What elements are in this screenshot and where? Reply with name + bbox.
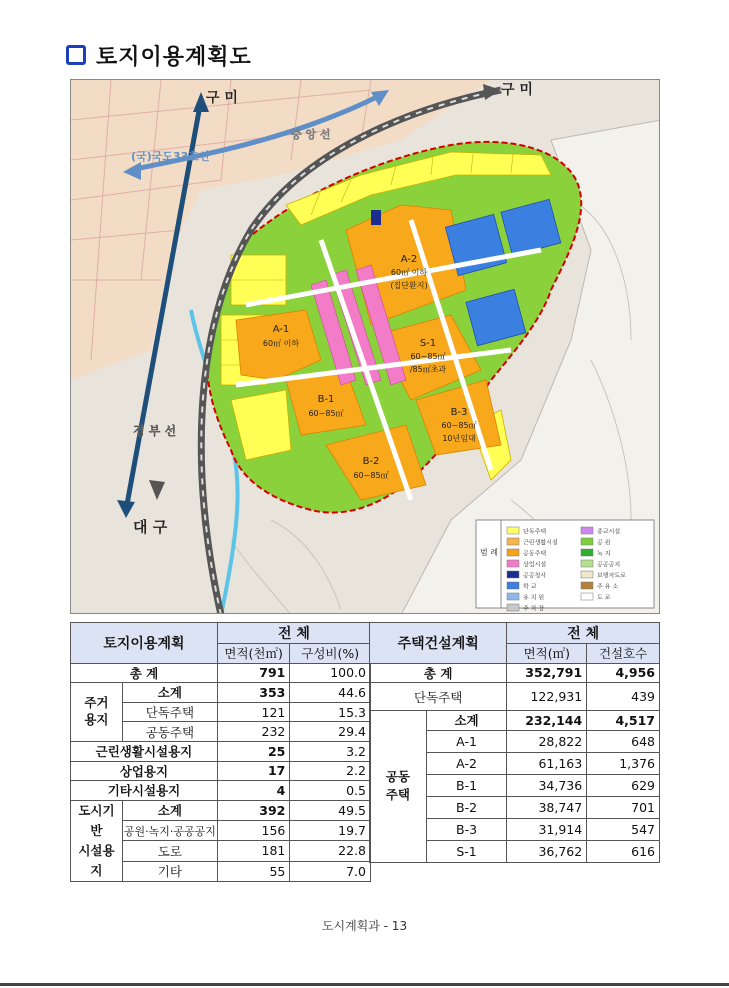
legend-swatch	[507, 571, 519, 578]
housing-apartment-subtotal-area: 232,144	[507, 711, 587, 731]
residential-subtotal-area: 353	[217, 683, 289, 703]
label-jungang-line: 중 앙 선	[291, 128, 331, 141]
housing-row-area: 28,822	[507, 730, 587, 752]
housing-row-area: 36,762	[507, 840, 587, 862]
housing-row-label: S-1	[426, 840, 507, 862]
housing-row-label: A-1	[426, 730, 507, 752]
housing-row-units: 648	[587, 730, 660, 752]
label-gumi-right: 구 미	[501, 82, 533, 98]
legend-label: 단독주택	[523, 528, 547, 536]
block-label-B-2: B-2	[362, 456, 380, 467]
neighborhood-label: 근린생활시설용지	[71, 741, 218, 761]
commercial-area: 17	[217, 761, 289, 781]
land-use-total-area: 791	[217, 663, 289, 683]
housing-row-area: 61,163	[507, 752, 587, 774]
legend-swatch	[507, 582, 519, 589]
public-office	[371, 210, 381, 225]
legend-label: 공공청사	[523, 572, 547, 580]
page-footer: 도시계획과 - 13	[321, 919, 408, 933]
housing-row-label: B-1	[426, 774, 507, 796]
residential-apartment-area: 232	[217, 722, 289, 742]
legend-label: 주 차 장	[523, 605, 545, 613]
housing-row-units: 701	[587, 796, 660, 818]
block-sub-B-2: 60~85㎡	[353, 471, 389, 480]
housing-row-units: 1,376	[587, 752, 660, 774]
land-use-map	[70, 79, 660, 614]
land-use-header-all: 전 체	[217, 623, 370, 644]
housing-header-all: 전 체	[507, 623, 660, 644]
block-label-S-1: S-1	[419, 338, 437, 349]
residential-subtotal-ratio: 44.6	[290, 683, 371, 703]
infrastructure-other-ratio: 7.0	[290, 861, 371, 881]
infrastructure-park-area: 156	[217, 821, 289, 841]
land-use-table	[70, 622, 371, 882]
residential-detached-area: 121	[217, 702, 289, 722]
legend-swatch	[581, 593, 593, 600]
other-facility-area: 4	[217, 781, 289, 801]
legend-label: 공동주택	[523, 550, 547, 558]
infrastructure-road-label: 도로	[122, 841, 217, 861]
infrastructure-park-ratio: 19.7	[290, 821, 371, 841]
bottom-divider	[0, 983, 729, 986]
legend-label: 상업시설	[523, 561, 547, 569]
block-sub-B-3: 60~85㎡	[441, 421, 477, 430]
other-facility-ratio: 0.5	[290, 781, 371, 801]
housing-row-label: B-2	[426, 796, 507, 818]
housing-row-label: B-3	[426, 818, 507, 840]
page-title	[66, 38, 252, 72]
legend-label: 공공공지	[597, 561, 621, 569]
block-label-A-2: A-2	[400, 254, 418, 265]
legend-label: 주 유 소	[597, 583, 619, 591]
block-sub2-A-2: (집단환지)	[390, 281, 428, 290]
residential-detached-label: 단독주택	[122, 702, 217, 722]
residential-apartment-label: 공동주택	[122, 722, 217, 742]
block-label-B-1: B-1	[317, 394, 335, 405]
housing-row-label: A-2	[426, 752, 507, 774]
legend-swatch	[507, 538, 519, 545]
legend-swatch	[507, 604, 519, 611]
housing-detached-label: 단독주택	[370, 683, 507, 711]
housing-total-label: 총 계	[370, 663, 507, 683]
block-sub2-B-3: 10년임대	[442, 434, 476, 443]
legend-swatch	[507, 527, 519, 534]
housing-row-units: 616	[587, 840, 660, 862]
legend-swatch	[581, 571, 593, 578]
legend-label: 근린생활시설	[523, 539, 558, 547]
checkbox-square-icon	[66, 45, 86, 65]
legend-swatch	[581, 560, 593, 567]
land-use-total-ratio: 100.0	[290, 663, 371, 683]
legend-swatch	[507, 549, 519, 556]
legend-swatch	[581, 582, 593, 589]
legend-label: 종교시설	[597, 528, 621, 536]
legend-label: 공 원	[597, 539, 611, 547]
label-gyeongbu-line: 경 부 선	[133, 424, 177, 438]
legend-swatch	[507, 560, 519, 567]
label-national-road: (국)국도33호선	[131, 150, 210, 163]
infrastructure-road-ratio: 22.8	[290, 841, 371, 861]
housing-row-area: 31,914	[507, 818, 587, 840]
legend-label: 녹 지	[597, 550, 611, 558]
housing-row-area: 34,736	[507, 774, 587, 796]
block-sub-B-1: 60~85㎡	[308, 409, 344, 418]
legend-label: 도 로	[597, 594, 611, 602]
legend-swatch	[581, 549, 593, 556]
legend-swatch	[507, 593, 519, 600]
housing-apartment-subtotal-label: 소계	[426, 711, 507, 731]
infrastructure-road-area: 181	[217, 841, 289, 861]
infrastructure-other-label: 기타	[122, 861, 217, 881]
land-use-table-title: 토지이용계획	[71, 623, 218, 664]
map-legend	[476, 520, 654, 613]
land-use-col-ratio: 구성비(%)	[290, 644, 371, 664]
block-label-A-1: A-1	[272, 324, 290, 335]
housing-detached-units: 439	[587, 683, 660, 711]
housing-detached-area: 122,931	[507, 683, 587, 711]
housing-total-area: 352,791	[507, 663, 587, 683]
page-title-text: 토지이용계획도	[96, 44, 252, 70]
infrastructure-park-label: 공원·녹지·공공공지	[122, 821, 217, 841]
housing-apartment-subtotal-units: 4,517	[587, 711, 660, 731]
label-daegu: 대 구	[133, 518, 168, 536]
housing-col-units: 건설호수	[587, 644, 660, 664]
block-sub-A-1: 60㎡ 이하	[262, 339, 300, 348]
infrastructure-subtotal-area: 392	[217, 800, 289, 820]
infrastructure-subtotal-ratio: 49.5	[290, 800, 371, 820]
land-use-total-label: 총 계	[71, 663, 218, 683]
housing-row-units: 629	[587, 774, 660, 796]
legend-title: 범 례	[480, 548, 498, 557]
block-sub-S-1: 60~85㎡	[410, 352, 446, 361]
legend-label: 유 치 원	[523, 594, 545, 602]
legend-label: 보행자도로	[597, 572, 626, 580]
housing-total-units: 4,956	[587, 663, 660, 683]
housing-row-units: 547	[587, 818, 660, 840]
block-label-B-3: B-3	[450, 407, 468, 418]
housing-row-area: 38,747	[507, 796, 587, 818]
residential-detached-ratio: 15.3	[290, 702, 371, 722]
legend-swatch	[581, 527, 593, 534]
housing-table-title: 주택건설계획	[370, 623, 507, 664]
infrastructure-other-area: 55	[217, 861, 289, 881]
other-facility-label: 기타시설용지	[71, 781, 218, 801]
legend-swatch	[581, 538, 593, 545]
block-sub-A-2: 60㎡ 이하	[390, 268, 428, 277]
residential-subtotal-label: 소계	[122, 683, 217, 703]
residential-group-label: 주거 용지	[71, 683, 123, 742]
commercial-ratio: 2.2	[290, 761, 371, 781]
neighborhood-ratio: 3.2	[290, 741, 371, 761]
commercial-label: 상업용지	[71, 761, 218, 781]
infrastructure-subtotal-label: 소계	[122, 800, 217, 820]
label-gumi-left: 구 미	[206, 90, 238, 106]
land-use-col-area: 면적(천㎡)	[217, 644, 289, 664]
block-sub2-S-1: /85㎡초과	[409, 365, 447, 374]
residential-apartment-ratio: 29.4	[290, 722, 371, 742]
infrastructure-group-label: 도시기반 시설용지	[71, 800, 123, 881]
neighborhood-area: 25	[217, 741, 289, 761]
legend-label: 학 교	[523, 583, 537, 591]
housing-apartment-group-label: 공동 주택	[370, 711, 427, 863]
housing-table	[369, 622, 660, 863]
housing-col-area: 면적(㎡)	[507, 644, 587, 664]
